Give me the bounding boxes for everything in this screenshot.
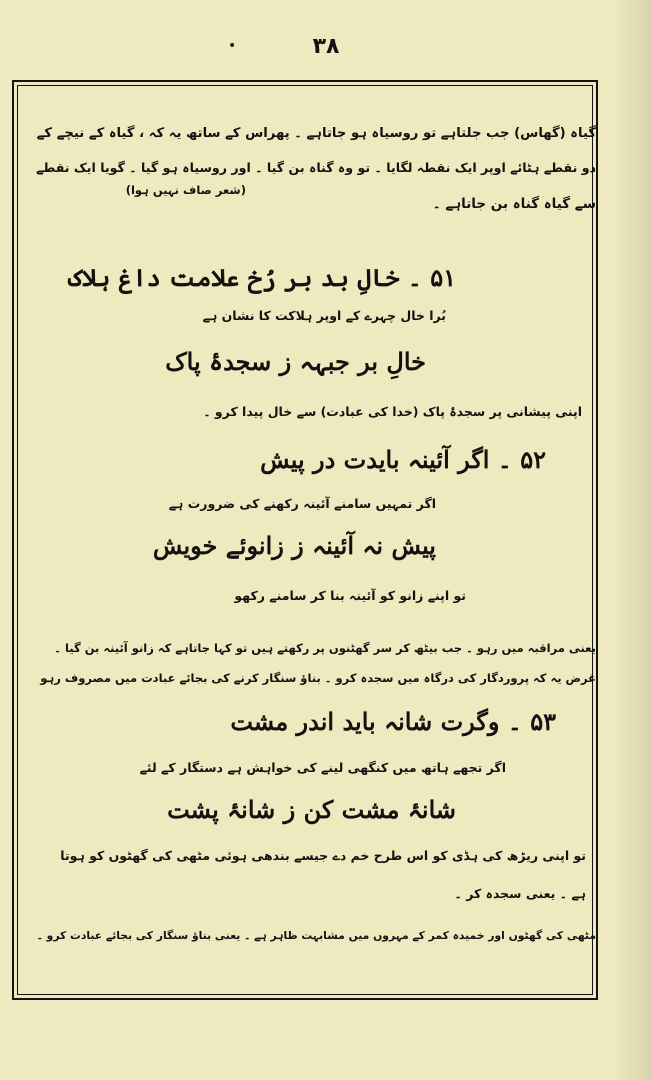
translation-53-line-2: تو اپنی ریڑھ کی ہڈی کو اس طرح خم دے جیسے بندھی ہوئی مٹھی کی گھٹوں کو ہوتا	[60, 848, 586, 863]
translation-51-line-1: بُرا خال چہرے کے اوپر ہلاکت کا نشان ہے	[202, 308, 446, 323]
ink-speck: •	[228, 38, 237, 54]
verse-53-line-1: ۵۳ ۔ وگرت شانہ باید اندر مشت	[230, 707, 556, 736]
verse-51-line-1: ۵۱ ۔ خالِ بد بر رُخ علامت داغ ہلاک	[68, 263, 456, 292]
commentary-52-line-1: یعنی مراقبہ میں رہو ۔ جب بیٹھ کر سر گھٹنوں پر رکھتے ہیں تو کہا جاتاہے کہ زانو آئینہ بن گیا ۔	[54, 641, 596, 655]
verse-52-line-2: پیش نہ آئینہ ز زانوئے خویش	[152, 531, 436, 560]
translation-52-line-2: تو اپنے زانو کو آئینہ بنا کر سامنے رکھو	[234, 588, 466, 603]
translation-52-line-1: اگر تمہیں سامنے آئینہ رکھنے کی ضرورت ہے	[168, 496, 436, 511]
translation-51-line-2: اپنی پیشانی پر سجدۂ پاک (خدا کی عبادت) سے خال پیدا کرو ۔	[203, 404, 582, 419]
prose-line-1: گیاہ (گھاس) جب جلتاہے تو روسیاہ ہو جاتاہے ۔ پھراس کے ساتھ یہ کہ ، گیاہ کے نیچے کے	[36, 126, 596, 141]
commentary-53: مٹھی کی گھٹوں اور خمیدہ کمر کے مہروں میں مشابہت ظاہر ہے ۔ یعنی بناؤ سنگار کی بجائے عبادت کرو ۔	[36, 929, 596, 942]
prose-line-2: دو نقطے ہٹائے اوپر ایک نقطہ لگایا ۔ تو وہ گناہ بن گیا ۔ اور روسیاہ ہو گیا ۔ گویا ایک نقطے	[36, 160, 596, 175]
translation-53-line-1: اگر تجھے ہاتھ میں کنگھی لینے کی خواہش ہے دستگار کے لئے	[139, 760, 506, 775]
page-shadow	[612, 0, 652, 1080]
verse-52-line-1: ۵۲ ۔ اگر آئینہ بایدت در پیش	[260, 445, 546, 474]
verse-53-line-2: شانۂ مشت کن ز شانۂ پشت	[167, 795, 456, 824]
prose-line-3: سے گیاہ گناہ بن جاتاہے ۔	[432, 196, 596, 212]
editor-note: (شعر صاف نہیں ہوا)	[125, 183, 246, 197]
text-frame	[12, 80, 598, 1000]
page-number: ۳۸	[312, 34, 340, 59]
commentary-52-line-2: غرض یہ کہ پروردگار کی درگاہ میں سجدہ کرو ۔ بناؤ سنگار کرنے کی بجائے عبادت میں مصروف رہو	[40, 671, 596, 685]
verse-51-line-2: خالِ بر جبہہ ز سجدۂ پاک	[165, 347, 426, 376]
translation-53-line-3: ہے ۔ یعنی سجدہ کر ۔	[454, 886, 586, 901]
